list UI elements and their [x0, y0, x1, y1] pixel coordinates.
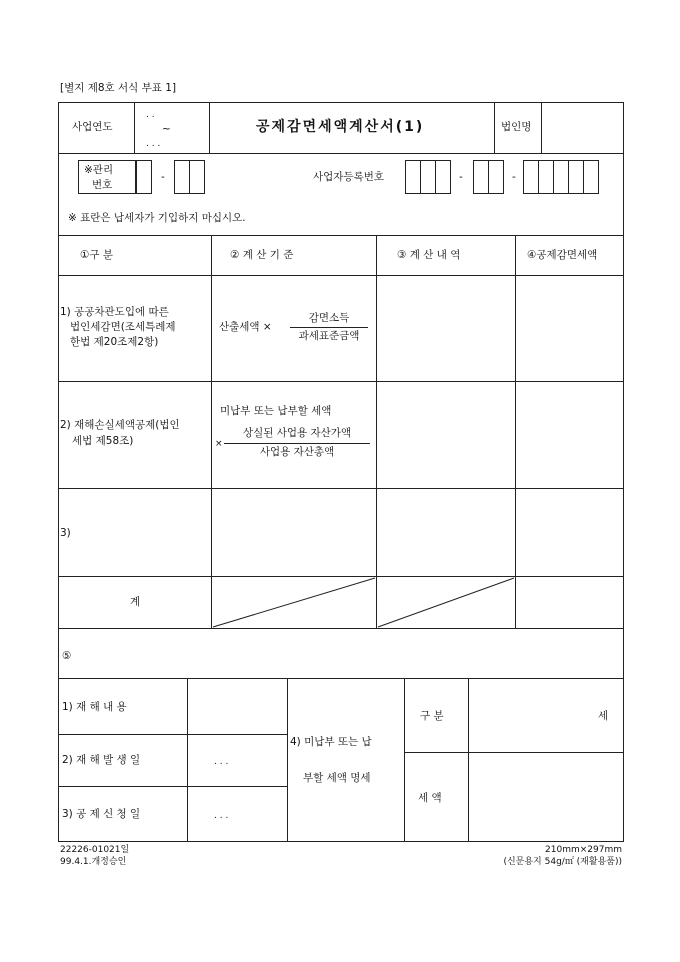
row1-basis-prefix: 산출세액 ×	[219, 321, 272, 333]
total-label: 계	[130, 596, 141, 608]
row2-label-line1: 2) 재해손실세액공제(법인	[60, 419, 180, 431]
mgmt-dash: -	[161, 171, 165, 183]
total-amount-cell[interactable]	[519, 580, 620, 624]
row1-basis-denominator: 과세표준금액	[298, 330, 360, 342]
row3-amount-cell[interactable]	[519, 492, 620, 572]
form-code: 22226-01021일	[60, 845, 130, 855]
section5-marker: ⑤	[62, 650, 72, 662]
row1-details-cell[interactable]	[380, 279, 511, 377]
claim-date-label: 3) 공 제 신 청 일	[62, 808, 141, 820]
gubun-label: 구 분	[420, 710, 444, 722]
row2-fraction-bar	[224, 443, 370, 444]
mgmt-number-cell[interactable]	[174, 160, 190, 194]
total-details-diagonal	[376, 576, 516, 629]
paper-size: 210mm×297mm	[545, 845, 622, 855]
biz-reg-cell[interactable]	[538, 160, 554, 194]
mgmt-number-cell[interactable]	[189, 160, 205, 194]
mgmt-label-line1: ※관리	[84, 164, 114, 176]
biz-reg-dash: -	[512, 171, 516, 183]
col-header-category: ①구 분	[80, 249, 114, 261]
notice-text: ※ 표란은 납세자가 기입하지 마십시오.	[68, 212, 246, 224]
biz-reg-cell[interactable]	[583, 160, 599, 194]
row2-amount-cell[interactable]	[519, 385, 620, 484]
paper-spec: (신문용지 54g/㎡ (재활용품))	[503, 857, 622, 867]
row1-label-line2: 법인세감면(조세특례제	[70, 321, 176, 333]
biz-reg-cell[interactable]	[420, 160, 436, 194]
date-to: . . .	[146, 139, 161, 149]
biz-reg-cell[interactable]	[435, 160, 451, 194]
col-header-details: ③ 계 산 내 역	[397, 249, 461, 261]
biz-reg-cell[interactable]	[553, 160, 569, 194]
page-title: 공제감면세액계산서(1)	[256, 119, 425, 135]
approval-date: 99.4.1.개정승인	[60, 857, 127, 867]
row2-details-cell[interactable]	[380, 385, 511, 484]
row2-label-line2: 세법 제58조)	[72, 435, 134, 447]
row1-amount-cell[interactable]	[519, 279, 620, 377]
row2-basis-top: 미납부 또는 납부할 세액	[220, 405, 332, 417]
row3-basis-cell[interactable]	[215, 492, 372, 572]
date-tilde: ~	[162, 123, 171, 135]
unpaid-label-line2: 부할 세액 명세	[303, 772, 371, 784]
biz-reg-cell[interactable]	[473, 160, 489, 194]
row1-label-line1: 1) 공공차관도입에 따른	[60, 306, 169, 318]
col-header-basis: ② 계 산 기 준	[230, 249, 294, 261]
tax-unit-label: 세	[598, 710, 609, 722]
disaster-content-label: 1) 재 해 내 용	[62, 701, 127, 713]
corp-name-field[interactable]	[545, 108, 619, 148]
corp-name-label: 법인명	[501, 121, 532, 133]
row1-basis-numerator: 감면소득	[308, 312, 350, 324]
biz-reg-cell[interactable]	[523, 160, 539, 194]
biz-reg-label: 사업자등록번호	[313, 171, 385, 183]
biz-reg-dash: -	[459, 171, 463, 183]
row2-basis-times: ×	[215, 439, 223, 449]
biz-reg-cell[interactable]	[405, 160, 421, 194]
row3-label: 3)	[60, 527, 71, 539]
unpaid-label-line1: 4) 미납부 또는 납	[290, 736, 372, 748]
disaster-date-label: 2) 재 해 발 생 일	[62, 754, 141, 766]
form-caption: [별지 제8호 서식 부표 1]	[60, 82, 177, 94]
row1-fraction-bar	[290, 327, 368, 328]
row2-basis-numerator: 상실된 사업용 자산가액	[242, 427, 352, 439]
row1-label-line3: 한법 제20조제2항)	[70, 336, 159, 348]
mgmt-label-line2: 번호	[92, 179, 113, 191]
mgmt-number-cell[interactable]	[136, 160, 152, 194]
row3-details-cell[interactable]	[380, 492, 511, 572]
row2-basis-denominator: 사업용 자산총액	[259, 446, 335, 458]
business-year-label: 사업연도	[72, 121, 113, 133]
tax-amount-field[interactable]	[472, 756, 620, 838]
col-header-amount: ④공제감면세액	[527, 249, 598, 261]
total-basis-diagonal	[211, 576, 377, 629]
biz-reg-cell[interactable]	[488, 160, 504, 194]
claim-date-field[interactable]: . . .	[214, 811, 229, 821]
biz-reg-cell[interactable]	[568, 160, 584, 194]
tax-amount-label: 세 액	[418, 792, 442, 804]
disaster-date-field[interactable]: . . .	[214, 757, 229, 767]
date-from: . .	[146, 110, 155, 120]
disaster-content-field[interactable]	[191, 682, 283, 730]
